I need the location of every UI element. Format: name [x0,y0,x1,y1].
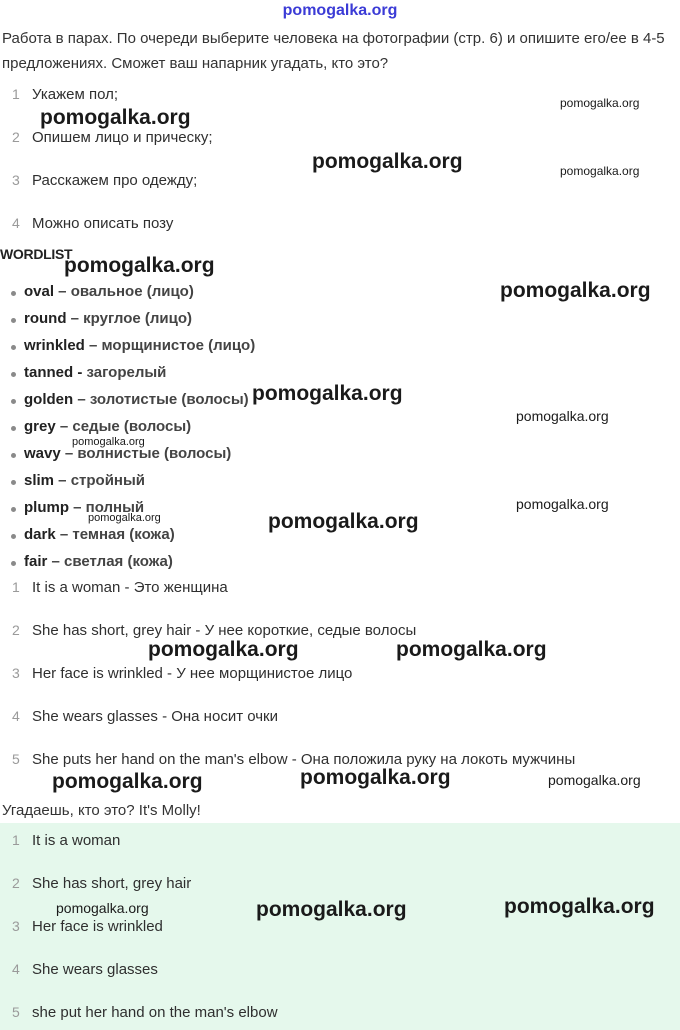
bullet-icon [11,453,16,458]
example-text: Her face is wrinkled - У нее морщинистое лицо [32,665,353,682]
wordlist-heading: WORDLIST [0,246,73,262]
wordlist-definition: – морщинистое (лицо) [84,337,256,354]
watermark: pomogalka.org [252,382,403,405]
watermark: pomogalka.org [516,496,609,512]
watermark: pomogalka.org [548,772,641,788]
wordlist-term: wavy [24,445,61,462]
step-number: 4 [12,215,20,231]
wordlist-term: tanned - [24,364,83,381]
example-text: She puts her hand on the man's elbow - Она положила руку на локоть мужчины [32,751,576,768]
watermark: pomogalka.org [40,106,191,129]
watermark: pomogalka.org [268,510,419,533]
wordlist-term: dark [24,526,56,543]
example-text: It is a woman - Это женщина [32,579,228,596]
example-text: She wears glasses - Она носит очки [32,708,278,725]
bullet-icon [11,318,16,323]
wordlist-definition: – седые (волосы) [55,418,192,435]
watermark: pomogalka.org [516,408,609,424]
wordlist-term: golden [24,391,74,408]
example-number: 3 [12,665,20,681]
bullet-icon [11,399,16,404]
watermark: pomogalka.org [500,279,651,302]
wordlist-definition: – стройный [54,472,146,489]
step-number: 1 [12,86,20,102]
wordlist-definition: – темная (кожа) [55,526,175,543]
watermark: pomogalka.org [560,164,640,178]
wordlist-definition: – овальное (лицо) [54,283,194,300]
wordlist-term: fair [24,553,48,570]
task-instructions: Работа в парах. По очереди выберите человека на фотографии (стр. 6) и опишите его/ее в 4-5 предложениях. Сможет ваш напарник угадать, кто это? [2,30,665,72]
step-text: Расскажем про одежду; [32,172,198,189]
wordlist-term: plump [24,499,69,516]
step-text: Опишем лицо и прическу; [32,129,213,146]
example-number: 5 [12,751,20,767]
answer-text: she put her hand on the man's elbow [32,1004,278,1021]
bullet-icon [11,372,16,377]
site-title[interactable]: pomogalka.org [282,2,398,19]
watermark: pomogalka.org [72,436,145,448]
example-number: 2 [12,622,20,638]
bullet-icon [11,561,16,566]
answer-line: Угадаешь, кто это? It's Molly! [2,802,201,819]
wordlist-term: round [24,310,67,327]
answer-number: 4 [12,961,20,977]
watermark: pomogalka.org [52,770,203,793]
wordlist-definition: загорелый [82,364,167,381]
wordlist-definition: – полный [69,499,145,516]
wordlist-definition: – круглое (лицо) [66,310,192,327]
bullet-icon [11,534,16,539]
example-number: 1 [12,579,20,595]
example-number: 4 [12,708,20,724]
wordlist-term: oval [24,283,55,300]
step-number: 3 [12,172,20,188]
wordlist-definition: – светлая (кожа) [47,553,173,570]
watermark: pomogalka.org [56,900,149,916]
wordlist-definition: – волнистые (волосы) [60,445,232,462]
step-number: 2 [12,129,20,145]
wordlist-term: grey [24,418,56,435]
wordlist-term: wrinkled [24,337,85,354]
example-text: She has short, grey hair - У нее короткие, седые волосы [32,622,417,639]
answer-text: Her face is wrinkled [32,918,163,935]
answer-number: 3 [12,918,20,934]
bullet-icon [11,291,16,296]
answer-text: It is a woman [32,832,121,849]
step-text: Укажем пол; [32,86,119,103]
answer-number: 2 [12,875,20,891]
wordlist-term: slim [24,472,55,489]
watermark: pomogalka.org [504,895,655,918]
watermark: pomogalka.org [88,512,161,524]
watermark: pomogalka.org [148,638,299,661]
bullet-icon [11,426,16,431]
answer-text: She has short, grey hair [32,875,192,892]
bullet-icon [11,507,16,512]
answer-number: 1 [12,832,20,848]
bullet-icon [11,480,16,485]
bullet-icon [11,345,16,350]
answer-text: She wears glasses [32,961,158,978]
step-text: Можно описать позу [32,215,174,232]
watermark: pomogalka.org [560,96,640,110]
answer-number: 5 [12,1004,20,1020]
watermark: pomogalka.org [312,150,463,173]
watermark: pomogalka.org [64,254,215,277]
watermark: pomogalka.org [256,898,407,921]
watermark: pomogalka.org [300,766,451,789]
watermark: pomogalka.org [396,638,547,661]
wordlist-definition: – золотистые (волосы) [73,391,249,408]
